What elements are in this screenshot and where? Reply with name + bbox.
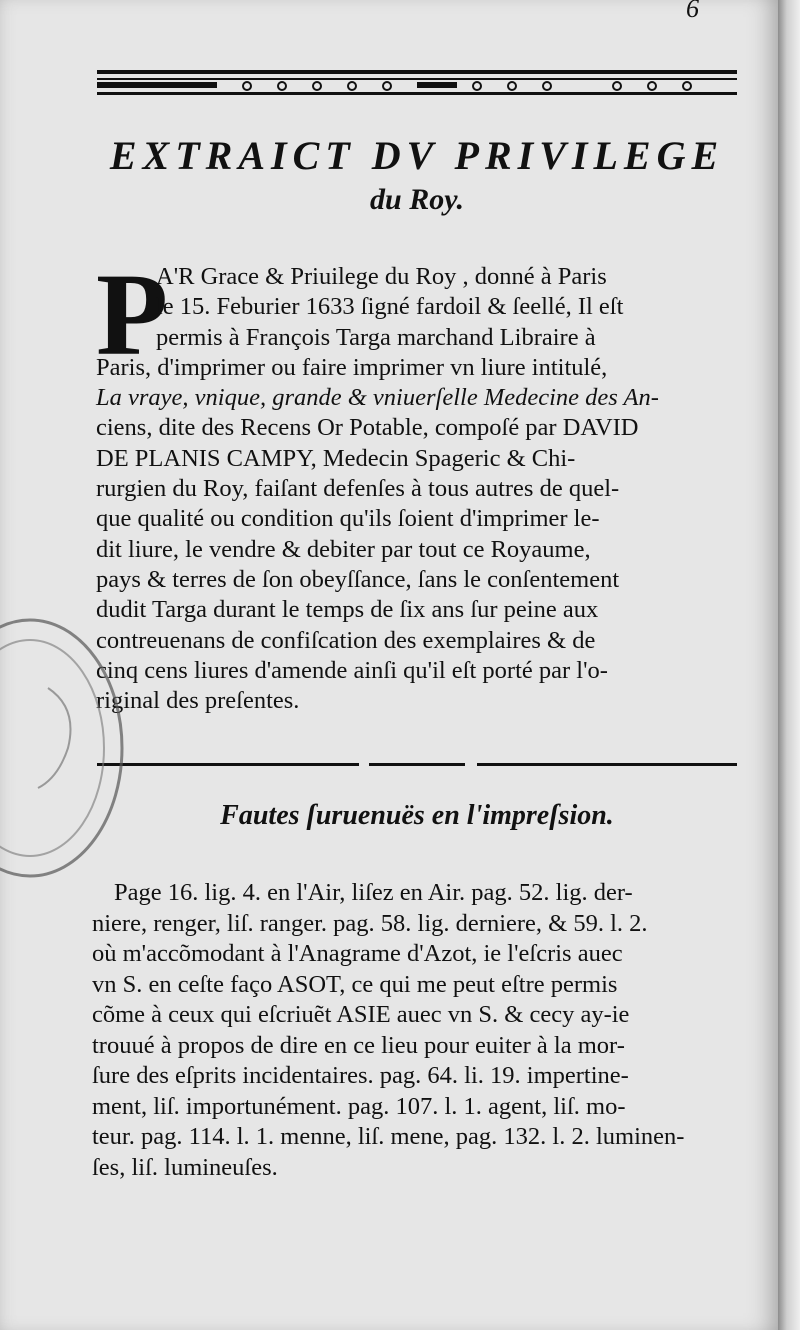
top-ornament-border bbox=[97, 66, 737, 102]
privilege-line: rurgien du Roy, faiſant defenſes à tous autres de quel- bbox=[96, 475, 620, 503]
privilege-text bbox=[96, 262, 741, 716]
privilege-line: que qualité ou condition qu'ils ſoient d'imprimer le- bbox=[96, 505, 600, 533]
privilege-line: cinq cens liures d'amende ainſi qu'il eſt porté par l'o- bbox=[96, 656, 608, 684]
privilege-line: ciens, dite des Recens Or Potable, compoſé par DAVID bbox=[96, 414, 639, 442]
privilege-line: Paris, d'imprimer ou faire imprimer vn liure intitulé, bbox=[96, 353, 608, 381]
privilege-line: La vraye, vnique, grande & vniuerſelle Medecine des An- bbox=[96, 384, 659, 412]
errata-line: teur. pag. 114. l. 1. menne, liſ. mene, pag. 132. l. 2. luminen- bbox=[92, 1123, 685, 1150]
privilege-line: dudit Targa durant le temps de ſix ans ſur peine aux bbox=[96, 596, 599, 624]
errata-line: niere, renger, liſ. ranger. pag. 58. lig. derniere, & 59. l. 2. bbox=[92, 909, 648, 937]
page-gutter-edge bbox=[778, 0, 800, 1330]
privilege-line: pays & terres de ſon obeyſſance, ſans le conſentement bbox=[96, 565, 620, 593]
errata-line: ſes, liſ. lumineuſes. bbox=[92, 1153, 278, 1181]
privilege-line: A'R Grace & Priuilege du Roy , donné à Paris bbox=[156, 263, 607, 290]
errata-text bbox=[92, 878, 742, 1183]
errata-line: où m'accõmodant à l'Anagrame d'Azot, ie l'eſcris auec bbox=[92, 940, 623, 967]
errata-line: ment, liſ. importunément. pag. 107. l. 1. agent, liſ. mo- bbox=[92, 1092, 626, 1120]
section-divider bbox=[97, 758, 737, 772]
errata-line: Page 16. lig. 4. en l'Air, liſez en Air. pag. 52. lig. der- bbox=[114, 879, 633, 906]
privilege-line: permis à François Targa marchand Libraire à bbox=[156, 323, 596, 351]
errata-line: vn S. en ceſte faço ASOT, ce qui me peut eſtre permis bbox=[92, 970, 618, 998]
errata-line: cõme à ceux qui eſcriuẽt ASIE auec vn S. & cecy ay-ie bbox=[92, 1001, 630, 1028]
errata-heading: Fautes ſuruenuës en l'impreſsion. bbox=[220, 800, 614, 831]
library-stamp-image bbox=[0, 608, 130, 888]
errata-line: ſure des eſprits incidentaires. pag. 64. li. 19. impertine- bbox=[92, 1062, 629, 1089]
privilege-line: contreuenans de confiſcation des exemplaires & de bbox=[96, 626, 596, 654]
errata-line: trouué à propos de dire en ce lieu pour euiter à la mor- bbox=[92, 1031, 625, 1059]
privilege-title: EXTRAICT DV PRIVILEGE bbox=[109, 133, 725, 178]
privilege-line: riginal des preſentes. bbox=[96, 687, 300, 715]
privilege-subtitle: du Roy. bbox=[370, 183, 464, 216]
privilege-line: le 15. Feburier 1633 ſigné fardoil & ſeellé, Il eſt bbox=[156, 293, 624, 321]
page-corner-mark: 6 bbox=[686, 0, 699, 23]
privilege-line: DE PLANIS CAMPY, Medecin Spageric & Chi- bbox=[96, 444, 576, 472]
drop-cap-letter: P bbox=[96, 249, 169, 380]
privilege-line: dit liure, le vendre & debiter par tout ce Royaume, bbox=[96, 535, 591, 563]
